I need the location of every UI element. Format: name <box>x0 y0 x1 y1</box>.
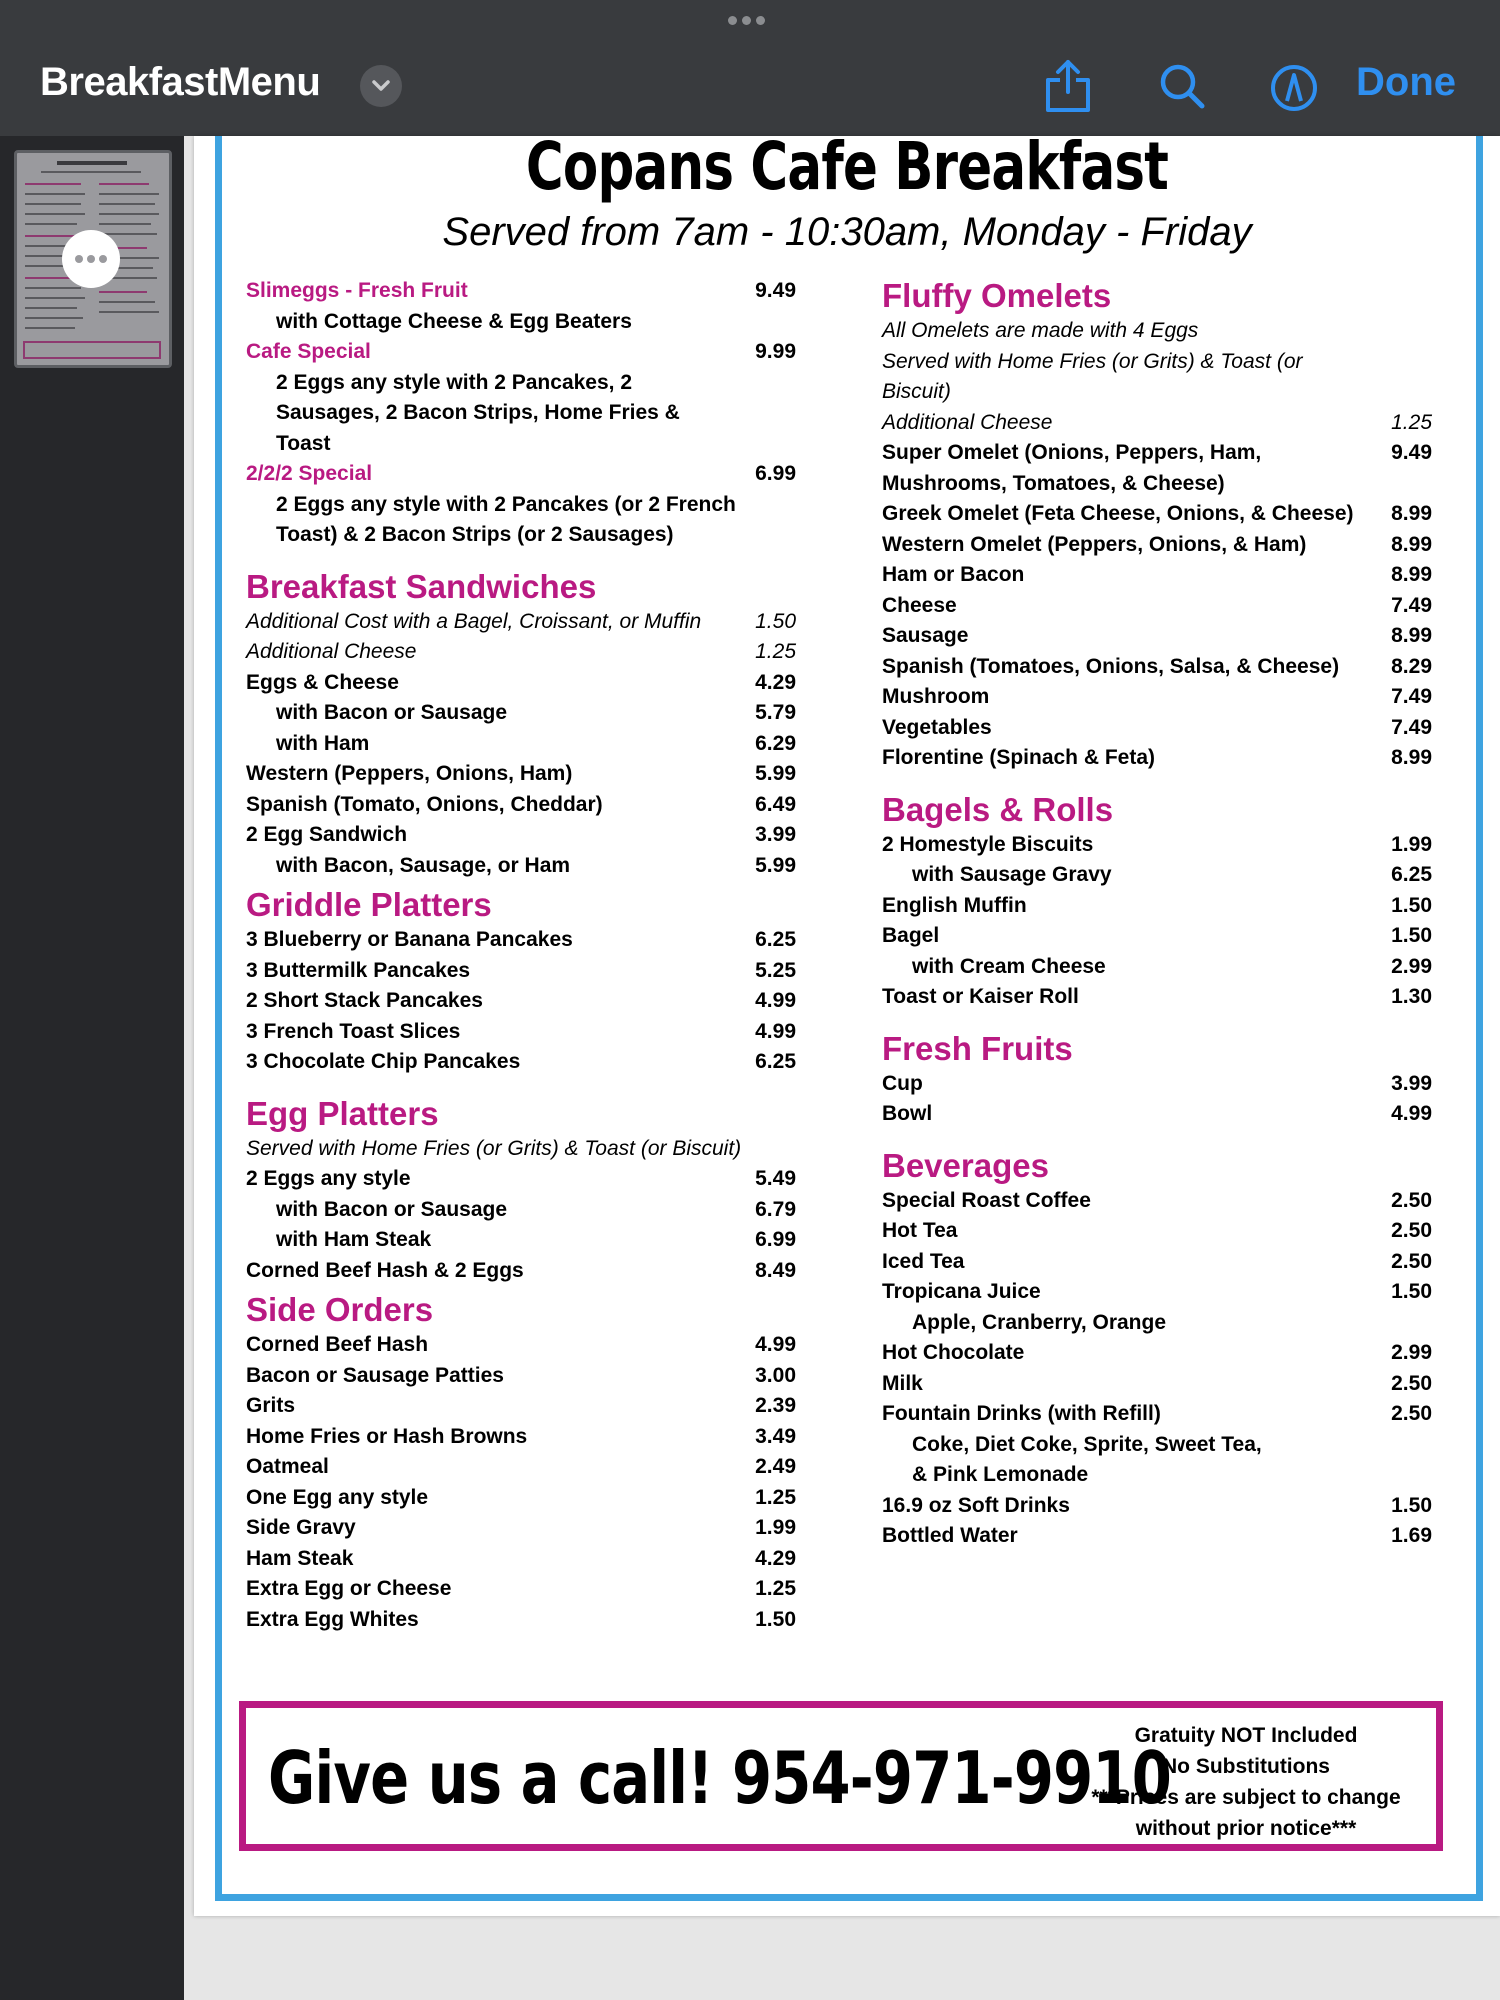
item-price: 1.50 <box>1391 924 1432 947</box>
item-name: 2 Egg Sandwich <box>246 823 408 846</box>
item-price: 1.25 <box>755 1485 796 1509</box>
menu-item <box>246 851 796 882</box>
menu-item <box>882 1069 1432 1100</box>
item-name: with Cream Cheese <box>912 954 1106 978</box>
item-name: Tropicana Juice <box>882 1280 1041 1303</box>
item-name: with Bacon or Sausage <box>276 1197 508 1221</box>
footer-note: Gratuity NOT Included <box>1134 1724 1358 1747</box>
menu-item <box>882 982 1432 1013</box>
item-name: Additional Cheese <box>246 640 417 663</box>
item-price: 2.50 <box>1391 1371 1432 1395</box>
menu-item <box>882 891 1432 922</box>
item-price: 7.49 <box>1391 593 1432 617</box>
item-name: Spanish (Tomatoes, Onions, Salsa, & Cheese) <box>882 654 1340 678</box>
item-name: Super Omelet (Onions, Peppers, Ham, Mushrooms, Tomatoes, & Cheese) <box>882 441 1262 495</box>
item-price: 3.49 <box>755 1424 796 1448</box>
menu-item <box>882 1277 1432 1308</box>
special-item <box>246 276 796 337</box>
menu-item <box>882 682 1432 713</box>
item-name: One Egg any style <box>246 1485 429 1509</box>
item-price: 4.29 <box>755 670 796 694</box>
left-column <box>246 276 796 1635</box>
markup-icon[interactable] <box>1268 58 1322 119</box>
special-name <box>246 459 748 551</box>
menu-item <box>246 1391 796 1422</box>
item-price: 4.99 <box>755 1019 796 1043</box>
document-title[interactable]: BreakfastMenu <box>40 60 321 104</box>
item-name: Extra Egg or Cheese <box>246 1577 452 1600</box>
special-price: 9.99 <box>755 340 796 363</box>
item-name: & Pink Lemonade <box>912 1463 1089 1486</box>
item-price: 7.49 <box>1391 685 1432 708</box>
item-price: 2.50 <box>1391 1219 1432 1242</box>
right-column <box>882 276 1432 1552</box>
item-name: Western (Peppers, Onions, Ham) <box>246 762 573 785</box>
item-price: 3.00 <box>755 1363 796 1387</box>
menu-item <box>882 921 1432 952</box>
item-price: 6.29 <box>755 731 796 755</box>
menu-item <box>246 1017 796 1048</box>
menu-item <box>246 956 796 987</box>
item-price: 5.99 <box>755 762 796 785</box>
menu-item <box>246 925 796 956</box>
item-price: 3.99 <box>1391 1071 1432 1095</box>
item-name: Special Roast Coffee <box>882 1188 1091 1212</box>
menu-item <box>246 1225 796 1256</box>
special-price: 6.99 <box>755 462 796 485</box>
menu-item <box>882 408 1432 439</box>
item-name: Florentine (Spinach & Feta) <box>882 746 1156 769</box>
menu-item <box>882 438 1432 499</box>
item-name: Hot Tea <box>882 1219 958 1242</box>
item-price: 5.25 <box>755 958 796 982</box>
menu-item <box>246 1483 796 1514</box>
item-price: 1.50 <box>755 609 796 633</box>
menu-item <box>882 621 1432 652</box>
section-title-bagels: Bagels & Rolls <box>882 790 1114 828</box>
menu-item <box>882 1491 1432 1522</box>
item-name: Iced Tea <box>882 1249 965 1273</box>
call-to-action: Give us a call! 954-971-9910 <box>268 1736 1171 1820</box>
item-name: 3 Chocolate Chip Pancakes <box>246 1050 521 1073</box>
item-price: 2.50 <box>1391 1249 1432 1273</box>
item-name: Bowl <box>882 1102 933 1125</box>
item-price: 2.49 <box>755 1455 796 1478</box>
item-name: Extra Egg Whites <box>246 1607 419 1631</box>
menu-item <box>882 1186 1432 1217</box>
item-name: Greek Omelet (Feta Cheese, Onions, & Cheese) <box>882 502 1354 525</box>
item-price: 3.99 <box>755 823 796 846</box>
menu-item <box>882 1338 1432 1369</box>
footer-box <box>239 1701 1443 1851</box>
section-title-griddle: Griddle Platters <box>246 886 492 923</box>
item-name: Ham or Bacon <box>882 563 1025 586</box>
item-price: 8.29 <box>1391 654 1432 678</box>
special-name <box>246 337 748 459</box>
item-price: 5.79 <box>755 701 796 724</box>
special-title: Slimeggs - Fresh Fruit <box>246 279 468 302</box>
item-name: Vegetables <box>882 715 992 739</box>
menu-subtitle: Served from 7am - 10:30am, Monday - Friday <box>442 210 1252 254</box>
item-price: 2.50 <box>1391 1188 1432 1212</box>
item-price: 8.99 <box>1391 746 1432 769</box>
item-name: Bacon or Sausage Patties <box>246 1363 504 1387</box>
menu-item <box>246 1452 796 1483</box>
section-title-sides: Side Orders <box>246 1291 434 1328</box>
item-price: 5.99 <box>755 853 796 877</box>
item-price: 1.99 <box>1391 832 1432 856</box>
search-icon[interactable] <box>1158 58 1208 119</box>
item-name: Bagel <box>882 924 940 947</box>
item-price: 6.25 <box>755 1050 796 1073</box>
item-price: 8.99 <box>1391 563 1432 586</box>
item-price: 2.39 <box>755 1394 796 1417</box>
menu-item <box>882 1216 1432 1247</box>
menu-page <box>194 128 1500 1916</box>
viewer-toolbar <box>0 0 1500 136</box>
section-note: Served with Home Fries (or Grits) & Toast (or Biscuit) <box>246 1136 742 1160</box>
item-name: 2 Short Stack Pancakes <box>246 989 483 1012</box>
item-price: 1.69 <box>1391 1524 1432 1547</box>
item-price: 6.99 <box>755 1228 796 1251</box>
menu-item <box>882 1247 1432 1278</box>
item-name: 16.9 oz Soft Drinks <box>882 1493 1070 1517</box>
menu-item <box>882 743 1432 774</box>
item-price: 1.99 <box>755 1516 796 1539</box>
menu-item <box>246 1574 796 1605</box>
item-price: 2.99 <box>1391 1341 1432 1364</box>
menu-item <box>246 637 796 668</box>
item-price: 2.99 <box>1391 954 1432 978</box>
item-name: Additional Cheese <box>882 410 1053 434</box>
item-name: Coke, Diet Coke, Sprite, Sweet Tea, <box>912 1432 1262 1456</box>
special-title: 2/2/2 Special <box>246 462 373 485</box>
item-name: with Ham Steak <box>276 1228 432 1251</box>
item-price: 1.50 <box>1391 893 1432 917</box>
menu-item <box>882 1099 1432 1130</box>
item-price: 6.79 <box>755 1197 796 1221</box>
item-name: 3 Blueberry or Banana Pancakes <box>246 928 573 951</box>
item-name: Additional Cost with a Bagel, Croissant, or Muffin <box>246 609 702 633</box>
menu-item <box>882 860 1432 891</box>
menu-title: Copans Cafe Breakfast <box>525 128 1169 205</box>
menu-item <box>882 1430 1432 1461</box>
item-price: 1.50 <box>755 1607 796 1631</box>
item-name: with Bacon, Sausage, or Ham <box>276 853 571 877</box>
menu-item <box>246 668 796 699</box>
item-name: Oatmeal <box>246 1455 329 1478</box>
menu-item <box>246 1422 796 1453</box>
menu-item <box>246 759 796 790</box>
item-price: 1.30 <box>1391 985 1432 1008</box>
section-title-omelets: Fluffy Omelets <box>882 277 1112 314</box>
item-price: 8.99 <box>1391 502 1432 525</box>
chevron-down-icon[interactable] <box>360 65 402 107</box>
menu-item <box>882 713 1432 744</box>
special-item <box>246 337 796 459</box>
item-name: Mushroom <box>882 685 990 708</box>
menu-item <box>882 830 1432 861</box>
item-name: Western Omelet (Peppers, Onions, & Ham) <box>882 532 1307 556</box>
item-name: Corned Beef Hash & 2 Eggs <box>246 1258 524 1282</box>
menu-item <box>882 1521 1432 1552</box>
special-description: with Cottage Cheese & Egg Beaters <box>276 309 632 333</box>
menu-item <box>246 1195 796 1226</box>
item-name: 3 Buttermilk Pancakes <box>246 958 471 982</box>
item-name: with Ham <box>276 731 370 755</box>
menu-item <box>882 1308 1432 1339</box>
done-button[interactable]: Done <box>1356 60 1456 104</box>
more-handle-icon[interactable] <box>728 12 772 26</box>
item-name: with Bacon or Sausage <box>276 701 508 724</box>
menu-item <box>246 698 796 729</box>
item-name: Served with Home Fries (or Grits) & Toast (or Biscuit) <box>882 349 1303 403</box>
special-price: 9.49 <box>755 279 796 302</box>
item-price: 6.25 <box>1391 863 1432 886</box>
item-price: 6.49 <box>755 792 796 816</box>
section-title-egg_platters: Egg Platters <box>246 1094 439 1132</box>
menu-item <box>246 986 796 1017</box>
menu-item <box>246 790 796 821</box>
section-title-sandwiches: Breakfast Sandwiches <box>246 567 597 605</box>
special-title: Cafe Special <box>246 340 371 363</box>
item-name: Sausage <box>882 624 969 647</box>
menu-item <box>246 1330 796 1361</box>
menu-item <box>246 1513 796 1544</box>
item-name: Cup <box>882 1071 923 1095</box>
menu-item <box>246 820 796 851</box>
item-name: 3 French Toast Slices <box>246 1019 461 1043</box>
item-price: 1.25 <box>755 640 796 663</box>
menu-item <box>882 347 1432 408</box>
menu-item <box>882 530 1432 561</box>
menu-item <box>246 729 796 760</box>
item-name: with Sausage Gravy <box>912 863 1112 886</box>
item-price: 6.25 <box>755 928 796 951</box>
item-price: 8.49 <box>755 1258 796 1282</box>
item-price: 1.50 <box>1391 1493 1432 1517</box>
item-name: 2 Homestyle Biscuits <box>882 832 1094 856</box>
item-price: 4.99 <box>755 989 796 1012</box>
item-price: 8.99 <box>1391 624 1432 647</box>
menu-item <box>882 1369 1432 1400</box>
menu-item <box>882 952 1432 983</box>
item-price: 8.99 <box>1391 532 1432 556</box>
menu-item <box>246 607 796 638</box>
item-price: 2.50 <box>1391 1402 1432 1425</box>
menu-item <box>882 1399 1432 1430</box>
item-price: 1.25 <box>1391 410 1432 434</box>
item-name: Eggs & Cheese <box>246 670 399 694</box>
item-name: All Omelets are made with 4 Eggs <box>882 319 1199 342</box>
footer-note: without prior notice*** <box>1135 1817 1357 1840</box>
item-name: Toast or Kaiser Roll <box>882 985 1079 1008</box>
special-item <box>246 459 796 551</box>
item-name: Fountain Drinks (with Refill) <box>882 1402 1161 1425</box>
menu-item <box>246 1164 796 1195</box>
menu-item <box>882 560 1432 591</box>
item-name: Corned Beef Hash <box>246 1333 429 1356</box>
menu-item <box>246 1361 796 1392</box>
item-price: 1.25 <box>755 1577 796 1600</box>
menu-item <box>882 316 1432 347</box>
item-name: Grits <box>246 1394 296 1417</box>
item-price: 9.49 <box>1391 441 1432 464</box>
item-price: 4.99 <box>755 1333 796 1356</box>
menu-item <box>246 1544 796 1575</box>
menu-item <box>882 591 1432 622</box>
special-description: 2 Eggs any style with 2 Pancakes, 2 Sausages, 2 Bacon Strips, Home Fries & Toast <box>276 370 680 455</box>
item-price: 5.49 <box>755 1167 796 1190</box>
item-name: Home Fries or Hash Browns <box>246 1424 528 1448</box>
thumbnail-sidebar <box>0 136 184 2000</box>
menu-item <box>882 652 1432 683</box>
menu-item <box>246 1256 796 1287</box>
footer-note: ***Prices are subject to change <box>1091 1786 1401 1809</box>
share-icon[interactable] <box>1040 58 1096 119</box>
menu-item <box>882 499 1432 530</box>
section-title-beverages: Beverages <box>882 1146 1049 1184</box>
item-price: 4.29 <box>755 1546 796 1570</box>
item-name: 2 Eggs any style <box>246 1167 411 1190</box>
item-name: Apple, Cranberry, Orange <box>912 1310 1167 1334</box>
special-name <box>246 276 748 337</box>
menu-item <box>882 1460 1432 1491</box>
item-name: Cheese <box>882 593 957 617</box>
more-options-icon[interactable] <box>62 230 120 288</box>
item-name: English Muffin <box>882 893 1027 917</box>
special-description: 2 Eggs any style with 2 Pancakes (or 2 French Toast) & 2 Bacon Strips (or 2 Sausages) <box>276 492 736 546</box>
section-title-fruits: Fresh Fruits <box>882 1029 1073 1067</box>
footer-notes <box>1056 1720 1436 1844</box>
item-name: Spanish (Tomato, Onions, Cheddar) <box>246 792 603 816</box>
footer-note: No Substitutions <box>1162 1755 1330 1778</box>
item-name: Hot Chocolate <box>882 1341 1025 1364</box>
item-price: 4.99 <box>1391 1102 1432 1125</box>
item-price: 7.49 <box>1391 715 1432 739</box>
item-name: Milk <box>882 1371 923 1395</box>
item-name: Ham Steak <box>246 1546 354 1570</box>
item-name: Side Gravy <box>246 1516 356 1539</box>
item-name: Bottled Water <box>882 1524 1018 1547</box>
menu-item <box>246 1605 796 1636</box>
menu-item <box>246 1047 796 1078</box>
item-price: 1.50 <box>1391 1280 1432 1303</box>
